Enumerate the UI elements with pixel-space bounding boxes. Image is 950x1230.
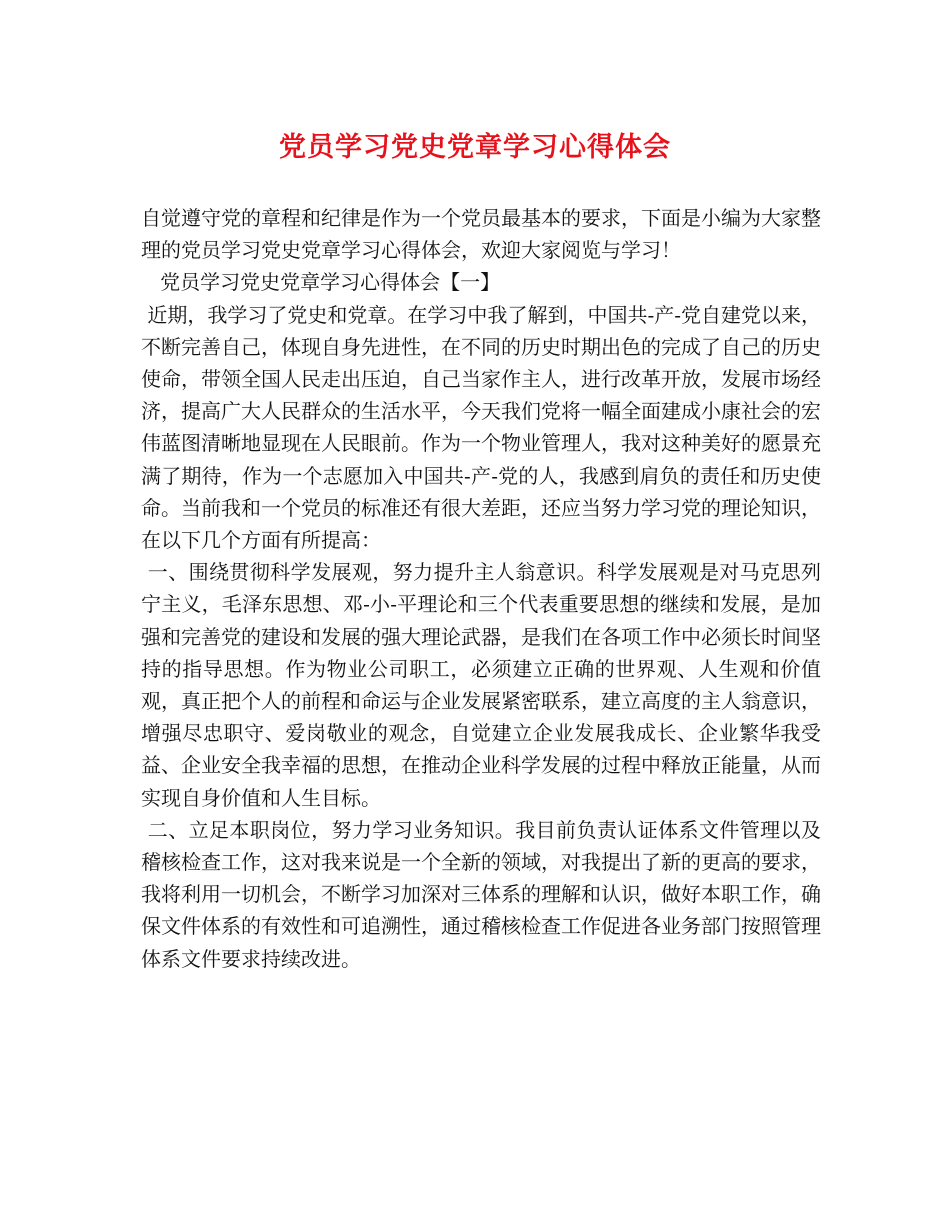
paragraph-recent-study: 近期，我学习了党史和党章。在学习中我了解到，中国共-产-党自建党以来，不断完善自己，体现自身先进性，在不同的历史时期出色的完成了自己的历史使命，带领全国人民走出压迫，自己当家作主人，进行改革开放，发展市场经济，提高广大人民群众的生活水平，今天我们党将一幅全面建成小康社会的宏伟蓝图清晰地显现在人民眼前。作为一个物业管理人，我对这种美好的愿景充满了期待，作为一个志愿加入中国共-产-党的人，我感到肩负的责任和历史使命。当前我和一个党员的标准还有很大差距，还应当努力学习党的理论知识，在以下几个方面有所提高： xyxy=(141,302,822,553)
paragraph-intro: 自觉遵守党的章程和纪律是作为一个党员最基本的要求，下面是小编为大家整理的党员学习党史党章学习心得体会，欢迎大家阅览与学习！ xyxy=(141,206,821,263)
document-body xyxy=(141,202,821,975)
paragraph-point-one: 一、围绕贯彻科学发展观，努力提升主人翁意识。科学发展观是对马克思列宁主义，毛泽东思想、邓-小-平理论和三个代表重要思想的继续和发展，是加强和完善党的建设和发展的强大理论武器，是我们在各项工作中必须长时间坚持的指导思想。作为物业公司职工，必须建立正确的世界观、人生观和价值观，真正把个人的前程和命运与企业发展紧密联系，建立高度的主人翁意识，增强尽忠职守、爱岗敬业的观念，自觉建立企业发展我成长、企业繁华我受益、企业安全我幸福的思想，在推动企业科学发展的过程中释放正能量，从而实现自身价值和人生目标。 xyxy=(141,560,822,810)
paragraph-point-two: 二、立足本职岗位，努力学习业务知识。我目前负责认证体系文件管理以及稽核检查工作，这对我来说是一个全新的领域，对我提出了新的更高的要求，我将利用一切机会，不断学习加深对三体系的理解和认识，做好本职工作，确保文件体系的有效性和可追溯性，通过稽核检查工作促进各业务部门按照管理体系文件要求持续改进。 xyxy=(141,817,822,971)
paragraph-section-heading: 党员学习党史党章学习心得体会【一】 xyxy=(141,270,501,295)
document-title: 党员学习党史党章学习心得体会 xyxy=(279,132,671,163)
